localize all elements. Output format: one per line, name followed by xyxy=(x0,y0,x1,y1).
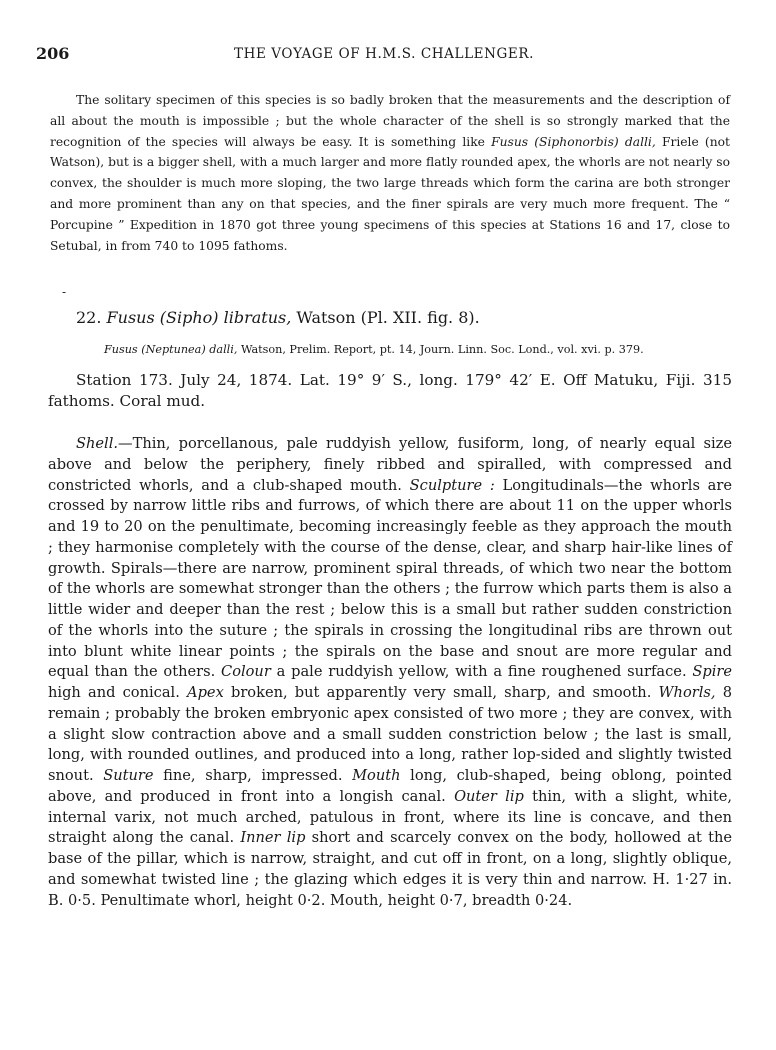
intro-species-reference: Fusus (Siphonorbis) dalli, xyxy=(491,134,656,149)
apex-text: broken, but apparently very small, sharp, and smooth. xyxy=(223,684,659,701)
separator-mark: - xyxy=(62,285,67,299)
inner-lip-label: Inner lip xyxy=(240,829,306,847)
species-author-ref: Watson (Pl. XII. fig. 8). xyxy=(291,308,480,327)
shell-description xyxy=(48,434,732,911)
suture-label: Suture xyxy=(103,767,154,784)
page-number: 206 xyxy=(36,44,70,63)
species-heading xyxy=(76,308,480,327)
intro-paragraph xyxy=(50,90,730,256)
mouth-text: long, club-shaped, being oblong, pointed above, and produced in front into a longish canal. xyxy=(48,767,733,805)
species-number: 22. xyxy=(76,308,102,327)
page-header xyxy=(36,44,732,68)
species-name: Fusus (Sipho) libratus, xyxy=(106,308,292,327)
sculpture-label: Sculpture : xyxy=(409,476,495,494)
intro-text xyxy=(50,90,730,256)
spire-label: Spire xyxy=(692,663,733,681)
description-text xyxy=(48,434,732,911)
synonym-line xyxy=(104,343,644,356)
shell-text: —Thin, porcellanous, pale ruddyish yellow, fusiform, long, of nearly equal size above and below the periphery, finely ribbed and spiralled, with compressed and constricted whorls, and a club-shaped mouth. xyxy=(48,435,732,494)
mouth-label: Mouth xyxy=(352,767,401,784)
outer-lip-text: thin, with a slight, white, internal varix, not much arched, patulous in front, where its line is concave, and then straight along the canal. xyxy=(48,787,732,847)
whorls-text: 8 remain ; probably the broken embryonic apex consisted of two more ; they are convex, with a slight slow contraction above and a small sudden constriction below ; the last is small, long, with rounded outlines, and produced into a long, rather lop-sided and slightly twisted snout. xyxy=(48,684,732,784)
sculpture-text: Longitudinals—the whorls are crossed by narrow little ribs and furrows, of which there are about 11 on the upper whorls and 19 to 20 on the penultimate, becoming increasingly feeble as they approach the mouth ; they harmonise completely with the course of the dense, clear, and sharp hair-like lines of growth. Spirals—there are narrow, prominent spiral threads, of which two near the bottom of the whorls are somewhat stronger than the others ; the furrow which parts them is also a little wider and deeper than the rest ; below this is a small but rather sudden constriction of the whorls into the suture ; the spirals in crossing the longitudinal ribs are thrown out into blunt white linear points ; the spirals on the base and snout are more regular and equal than the others. xyxy=(48,476,732,681)
colour-text: a pale ruddyish yellow, with a fine roughened surface. xyxy=(270,663,693,681)
colour-label: Colour xyxy=(221,663,271,681)
shell-label: Shell. xyxy=(76,435,119,452)
apex-label: Apex xyxy=(187,684,224,701)
synonym-name: Fusus (Neptunea) dalli, xyxy=(104,343,238,356)
intro-text-part-2: Friele (not Watson), but is a bigger shell, with a much larger and more flatly rounded apex, the whorls are not nearly so convex, the shoulder is much more sloping, the two large threads which form the carina are both stronger and more prominent than any on that species, and the finer spirals are very much more frequent. The “ Porcupine ” Expedition in 1870 got three young specimens of this species at Stations 16 and 17, close to Setubal, in from 740 to 1095 fathoms. xyxy=(50,134,730,253)
suture-text: fine, sharp, impressed. xyxy=(153,767,353,784)
station-text: Station 173. July 24, 1874. Lat. 19° 9′ S., long. 179° 42′ E. Off Matuku, Fiji. 315 fathoms. Coral mud. xyxy=(48,371,732,410)
running-title: THE VOYAGE OF H.M.S. CHALLENGER. xyxy=(233,46,535,62)
inner-lip-text: short and scarcely convex on the body, hollowed at the base of the pillar, which is narrow, straight, and cut off in front, on a long, slightly oblique, and somewhat twisted line ; the glazing which edges it is very thin and narrow. H. 1·27 in. B. 0·5. Penultimate whorl, height 0·2. Mouth, height 0·7, breadth 0·24. xyxy=(48,829,732,909)
outer-lip-label: Outer lip xyxy=(454,787,524,805)
whorls-label: Whorls, xyxy=(658,684,716,701)
spire-text: high and conical. xyxy=(48,684,188,701)
synonym-ref: Watson, Prelim. Report, pt. 14, Journ. Linn. Soc. Lond., vol. xvi. p. 379. xyxy=(237,343,644,356)
intro-text-part-1: The solitary specimen of this species is so badly broken that the measurements and the description of all about the mouth is impossible ; but the whole character of the shell is so strongly marked that the recognition of the species will always be easy. It is something like xyxy=(50,93,730,149)
station-record xyxy=(48,370,732,412)
